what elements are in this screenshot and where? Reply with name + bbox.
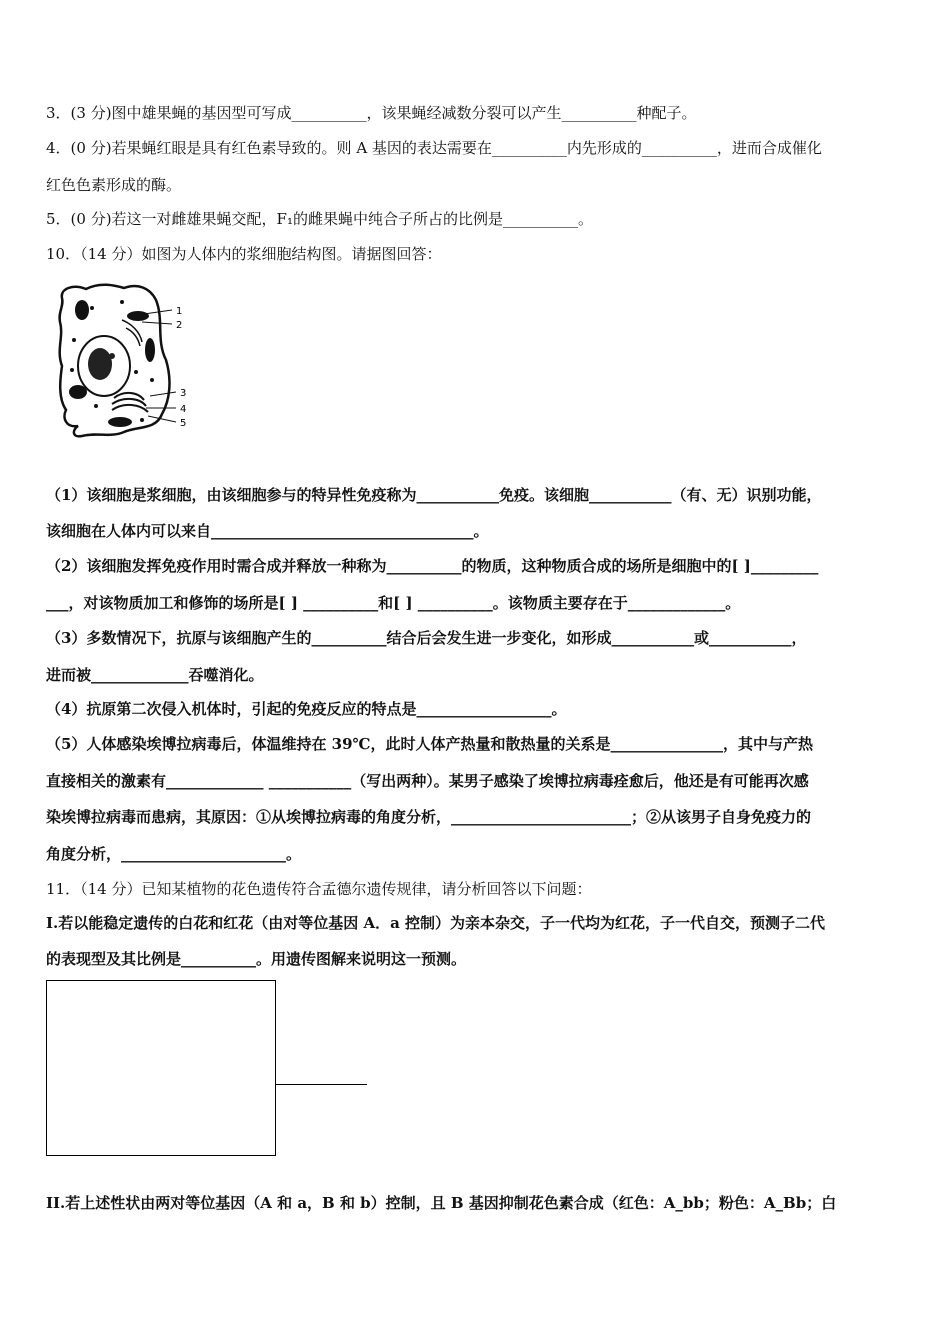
q10-part5-line2: 直接相关的激素有_____________ ___________（写出两种）。某男子感染了埃博拉病毒痊愈后，他还是有可能再次感 (46, 772, 809, 790)
q11-header: 11．（14 分）已知某植物的花色遗传符合孟德尔遗传规律，请分析回答以下问题： (46, 880, 592, 898)
q9-sub3: 3．(3 分)图中雄果蝇的基因型可写成__________，该果蝇经减数分裂可以产生__________种配子。 (46, 104, 697, 122)
q10-part5-line4: 角度分析，______________________。 (46, 845, 302, 863)
q10-part2-line2: ___，对该物质加工和修饰的场所是[ ] __________和[ ] __________。该物质主要存在于_____________。 (46, 594, 741, 612)
figure-label-5: 5 (180, 418, 187, 429)
q10-part3-line2: 进而被_____________吞噬消化。 (46, 666, 264, 684)
q10-part2-line1: （2）该细胞发挥免疫作用时需合成并释放一种称为__________的物质，这种物质合成的场所是细胞中的[ ]_________ (46, 557, 819, 575)
q10-part4: （4）抗原第二次侵入机体时，引起的免疫反应的特点是__________________。 (46, 700, 567, 718)
answer-blank-line (275, 1084, 367, 1085)
q10-part1-line1: （1）该细胞是浆细胞，由该细胞参与的特异性免疫称为___________免疫。该细胞___________（有、无）识别功能， (46, 486, 822, 504)
figure-label-2: 2 (176, 320, 183, 331)
q10-part3-line1: （3）多数情况下，抗原与该细胞产生的__________结合后会发生进一步变化，如形成___________或___________， (46, 629, 807, 647)
figure-label-1: 1 (176, 306, 183, 317)
q11-part1-line2: 的表现型及其比例是__________。用遗传图解来说明这一预测。 (46, 950, 467, 968)
q9-sub4-line2: 红色色素形成的酶。 (46, 176, 182, 194)
genetic-diagram-answer-box[interactable] (46, 980, 276, 1156)
figure-label-3: 3 (180, 388, 187, 399)
q11-part2-line1: II.若上述性状由两对等位基因（A 和 a，B 和 b）控制，且 B 基因抑制花色素合成（红色：A_bb；粉色：A_Bb；白 (46, 1194, 837, 1212)
q10-part5-line3: 染埃博拉病毒而患病，其原因：①从埃博拉病毒的角度分析，________________________；②从该男子自身免疫力的 (46, 808, 812, 826)
q10-part5-line1: （5）人体感染埃博拉病毒后，体温维持在 39℃，此时人体产热量和散热量的关系是_______________，其中与产热 (46, 735, 814, 753)
plasma-cell-figure (52, 280, 192, 442)
figure-label-4: 4 (180, 404, 187, 415)
q9-sub5: 5．(0 分)若这一对雌雄果蝇交配，F₁的雌果蝇中纯合子所占的比例是__________。 (46, 210, 593, 228)
q10-header: 10．（14 分）如图为人体内的浆细胞结构图。请据图回答： (46, 245, 442, 263)
q10-part1-line2: 该细胞在人体内可以来自___________________________________。 (46, 522, 489, 540)
q11-part1-line1: I.若以能稳定遗传的白花和红花（由对等位基因 A．a 控制）为亲本杂交，子一代均为红花，子一代自交，预测子二代 (46, 914, 826, 932)
q9-sub4-line1: 4．(0 分)若果蝇红眼是具有红色素导致的。则 A 基因的表达需要在__________内先形成的__________，进而合成催化 (46, 139, 822, 157)
